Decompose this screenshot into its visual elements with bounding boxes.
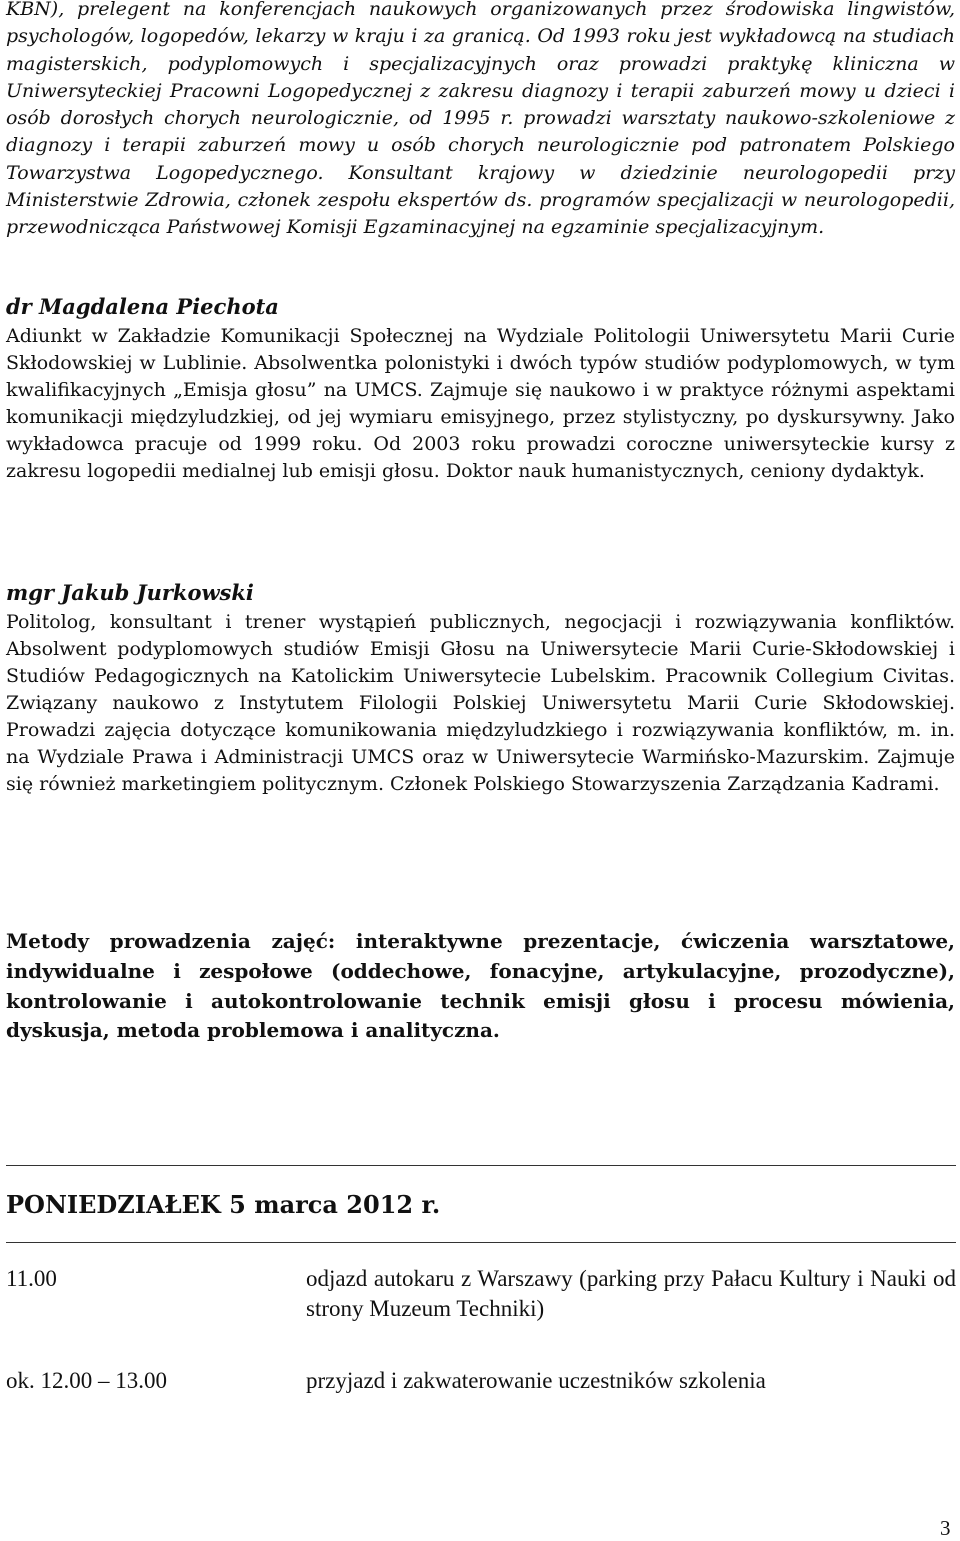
schedule-time-2: ok. 12.00 – 13.00 bbox=[6, 1368, 167, 1393]
speaker-name-jurkowski: mgr Jakub Jurkowski bbox=[6, 580, 254, 605]
page-number: 3 bbox=[940, 1516, 951, 1540]
bio-intro-continuation: prowadzi warsztaty naukowo-szkoleniowe z diagnozy i terapii zaburzeń mowy u osób chorych neurologicznie pod patronatem Polskiego Towarzystwa Logopedycznego. Konsultant krajowy w dziedzinie neurologopedii przy Ministerstwie Zdrowia, członek zespołu ekspertów ds. programów specjalizacji w neurologopedii, przewodnicząca Państwowej Komisji Egzaminacyjnej na egzaminie specjalizacyjnym. bbox=[6, 107, 955, 239]
top-divider bbox=[6, 1165, 956, 1166]
schedule-time-1: 11.00 bbox=[6, 1266, 57, 1291]
schedule-description-2: przyjazd i zakwaterowanie uczestników szkolenia bbox=[306, 1368, 766, 1393]
bio-intro-italic: KBN), prelegent na konferencjach naukowych organizowanych przez środowiska lingwistów, psychologów, logopedów, lekarzy w kraju i za granicą. Od 1993 roku jest wykładowcą na studiach magisterskich, podyplomowych i specjalizacyjnych oraz prowadzi praktykę kliniczna w Uniwersyteckiej Pracowni Logopedycznej z zakresu diagnozy i terapii zaburzeń mowy u dzieci i osób dorosłych chorych neurologicznie, od 1995 r. bbox=[6, 0, 955, 130]
teaching-methods-paragraph: Metody prowadzenia zajęć: interaktywne prezentacje, ćwiczenia warsztatowe, indywidualne i zespołowe (oddechowe, fonacyjne, artykulacyjne, prozodyczne), kontrolowanie i autokontrolowanie technik emisji głosu i procesu mówienia, dyskusja, metoda problemowa i analityczna. bbox=[6, 929, 955, 1043]
day-heading: PONIEDZIAŁEK 5 marca 2012 r. bbox=[6, 1190, 441, 1219]
bottom-divider bbox=[6, 1242, 956, 1243]
speaker-bio-jurkowski: Politolog, konsultant i trener wystąpień publicznych, negocjacji i rozwiązywania konfliktów. Absolwent podyplomowych studiów Emisji Głosu na Uniwersytecie Marii Curie-Skłodowskiej i Studiów Pedagogicznych na Katolickim Uniwersytecie Lubelskim. Pracownik Collegium Civitas. Związany naukowo z Instytutem Filologii Polskiej Uniwersytetu Marii Curie Skłodowskiej. Prowadzi zajęcia dotyczące komunikowania międzyludzkiego i rozwiązywania konfliktów, m. in. na Wydziale Prawa i Administracji UMCS oraz w Uniwersytecie Warmińsko-Mazurskim. Zajmuje się również marketingiem politycznym. Członek Polskiego Stowarzyszenia Zarządzania Kadrami. bbox=[6, 611, 955, 795]
bio-intro-paragraph bbox=[6, 0, 955, 242]
schedule-description-1: odjazd autokaru z Warszawy (parking przy Pałacu Kultury i Nauki od strony Muzeum Techniki) bbox=[306, 1266, 956, 1321]
speaker-bio-piechota: Adiunkt w Zakładzie Komunikacji Społecznej na Wydziale Politologii Uniwersytetu Marii Curie Skłodowskiej w Lublinie. Absolwentka polonistyki i dwóch typów studiów podyplomowych, w tym kwalifikacyjnych „Emisja głosu” na UMCS. Zajmuje się naukowo i w praktyce różnymi aspektami komunikacji międzyludzkiej, od jej wymiaru emisyjnego, przez stylistyczny, po dyskursywny. Jako wykładowca pracuje od 1999 roku. Od 2003 roku prowadzi coroczne uniwersyteckie kursy z zakresu logopedii medialnej lub emisji głosu. Doktor nauk humanistycznych, ceniony dydaktyk. bbox=[6, 325, 955, 482]
speaker-name-piechota: dr Magdalena Piechota bbox=[6, 294, 279, 319]
